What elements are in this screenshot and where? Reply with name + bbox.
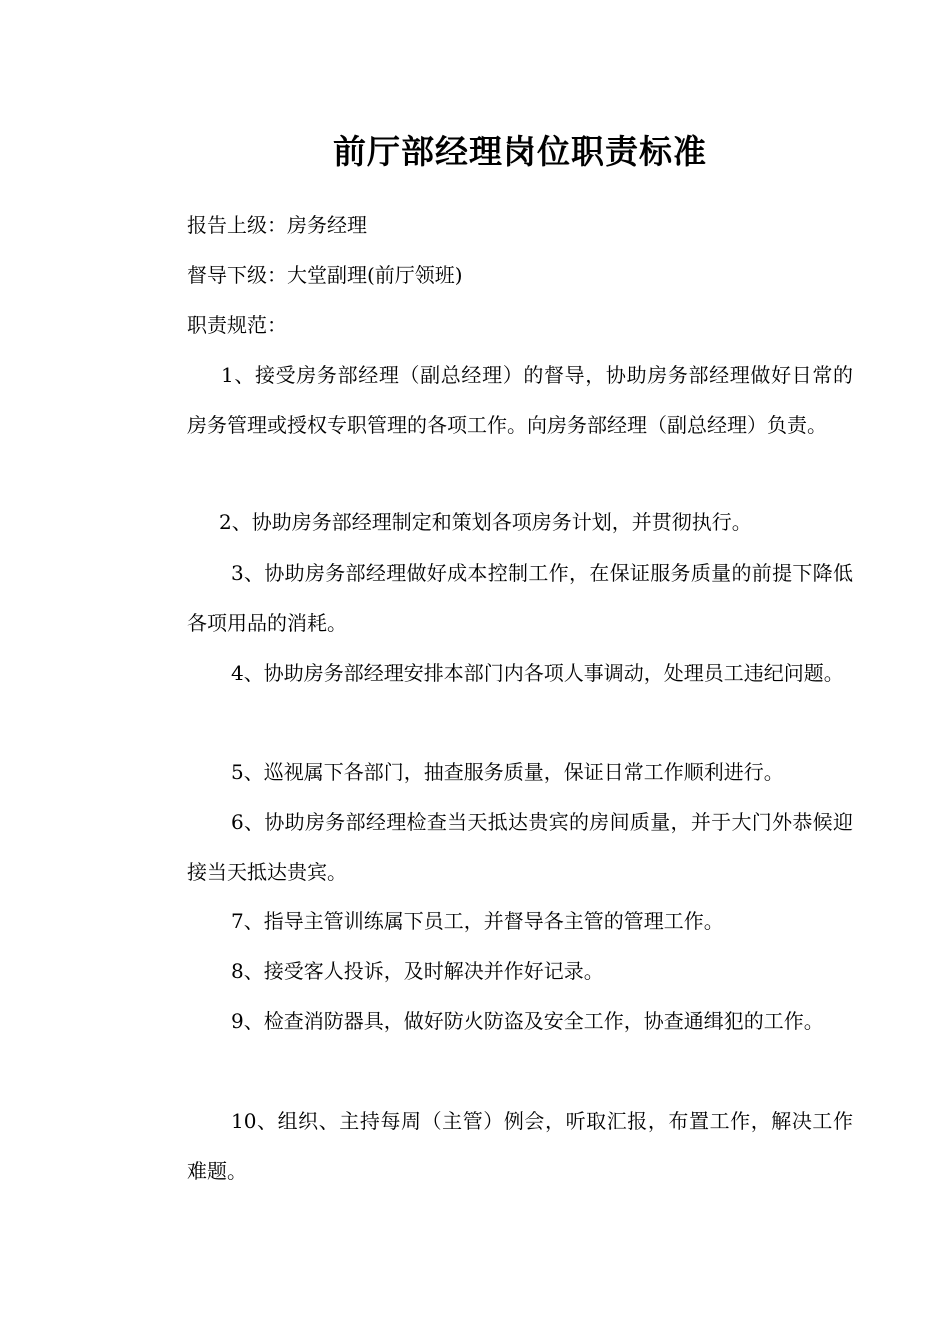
duty-item-10: 10、组织、主持每周（主管）例会，听取汇报，布置工作，解决工作难题。 — [187, 1109, 853, 1183]
duty-item-8: 8、接受客人投诉，及时解决并作好记录。 — [231, 959, 604, 983]
document-title: 前厅部经理岗位职责标准 — [333, 132, 707, 171]
duty-item-2: 2、协助房务部经理制定和策划各项房务计划，并贯彻执行。 — [219, 510, 752, 534]
duty-item-7: 7、指导主管训练属下员工，并督导各主管的管理工作。 — [231, 909, 724, 933]
duty-item-4: 4、协助房务部经理安排本部门内各项人事调动，处理员工违纪问题。 — [231, 661, 844, 685]
duty-item-6: 6、协助房务部经理检查当天抵达贵宾的房间质量，并于大门外恭候迎接当天抵达贵宾。 — [187, 810, 853, 884]
duties-heading: 职责规范： — [187, 313, 287, 337]
report-to-line: 报告上级：房务经理 — [187, 213, 367, 237]
duty-item-1: 1、接受房务部经理（副总经理）的督导，协助房务部经理做好日常的房务管理或授权专职管理的各项工作。向房务部经理（副总经理）负责。 — [187, 363, 853, 437]
duty-item-9: 9、检查消防器具，做好防火防盗及安全工作，协查通缉犯的工作。 — [231, 1009, 824, 1033]
duty-item-5: 5、巡视属下各部门，抽查服务质量，保证日常工作顺利进行。 — [231, 760, 784, 784]
duty-item-3: 3、协助房务部经理做好成本控制工作，在保证服务质量的前提下降低各项用品的消耗。 — [187, 561, 853, 635]
supervise-line: 督导下级：大堂副理(前厅领班) — [187, 263, 463, 287]
